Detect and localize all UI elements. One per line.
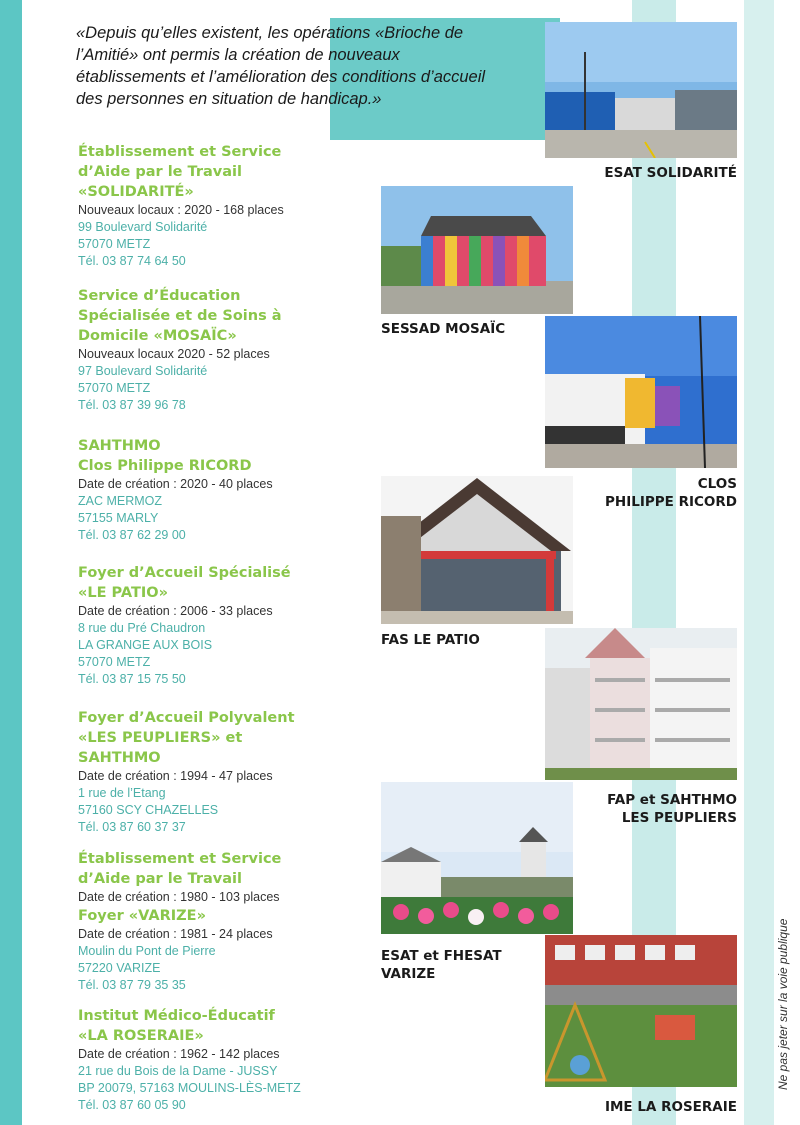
phone-line: Tél. 03 87 60 05 90 — [78, 1098, 186, 1112]
address-line: 8 rue du Pré Chaudron — [78, 621, 206, 635]
entry-address — [78, 493, 378, 544]
phone-line: Tél. 03 87 62 29 00 — [78, 528, 186, 542]
entry-details: Nouveaux locaux : 2020 - 168 places — [78, 203, 284, 217]
address-line: 57070 METZ — [78, 381, 151, 395]
title-line: «LE PATIO» — [78, 585, 168, 601]
title-line: Établissement et Service — [78, 144, 282, 160]
title-line: Établissement et Service — [78, 851, 282, 867]
title-line: Clos Philippe RICORD — [78, 458, 252, 474]
entry-details: Nouveaux locaux 2020 - 52 places — [78, 347, 270, 361]
address-line: 21 rue du Bois de la Dame - JUSSY — [78, 1064, 278, 1078]
title-line: Foyer «VARIZE» — [78, 908, 206, 924]
entry-details: Date de création : 1994 - 47 places — [78, 769, 273, 783]
entry-title-foyer — [78, 906, 378, 926]
caption-line: CLOS — [697, 476, 737, 492]
entry-details: Date de création : 2020 - 40 places — [78, 477, 273, 491]
entry-address — [78, 785, 378, 836]
entry-title — [78, 563, 378, 603]
address-line: 57155 MARLY — [78, 511, 159, 525]
title-line: «SOLIDARITÉ» — [78, 184, 194, 200]
intro-quote: «Depuis qu’elles existent, les opérations «Brioche de l’Amitié» ont permis la création de nouveaux établissements et l’amélioration des conditions d’accueil des personnes en situation de handicap.» — [76, 24, 486, 108]
photo-esat-varize — [381, 782, 573, 934]
phone-line: Tél. 03 87 74 64 50 — [78, 254, 186, 268]
photo-fap-peupliers — [545, 628, 737, 780]
entry-sessad-mosaic — [78, 286, 378, 414]
entry-address — [78, 620, 378, 688]
entry-details: Date de création : 1962 - 142 places — [78, 1047, 280, 1061]
address-line: Moulin du Pont de Pierre — [78, 944, 216, 958]
entry-details: Date de création : 2006 - 33 places — [78, 604, 273, 618]
address-line: 57070 METZ — [78, 655, 151, 669]
address-line: 57220 VARIZE — [78, 961, 161, 975]
phone-line: Tél. 03 87 60 37 37 — [78, 820, 186, 834]
entry-address — [78, 1063, 378, 1114]
entry-details: Date de création : 1980 - 103 places — [78, 890, 280, 904]
caption-ime-roseraie: IME LA ROSERAIE — [604, 1099, 737, 1115]
title-line: Foyer d’Accueil Spécialisé — [78, 565, 291, 581]
address-line: 57160 SCY CHAZELLES — [78, 803, 219, 817]
entry-ime-roseraie — [78, 1006, 378, 1114]
caption-esat-solidarite: ESAT SOLIDARITÉ — [604, 165, 737, 181]
phone-line: Tél. 03 87 39 96 78 — [78, 398, 186, 412]
title-line: Spécialisée et de Soins à — [78, 308, 282, 324]
entry-clos-ricord — [78, 436, 378, 544]
title-line: «LES PEUPLIERS» et — [78, 730, 243, 746]
title-line: «LA ROSERAIE» — [78, 1028, 204, 1044]
entry-fap-peupliers — [78, 708, 378, 836]
photo-clos-ricord — [545, 316, 737, 468]
address-line: 1 rue de l’Etang — [78, 786, 166, 800]
address-line: 99 Boulevard Solidarité — [78, 220, 208, 234]
title-line: d’Aide par le Travail — [78, 164, 242, 180]
address-line: LA GRANGE AUX BOIS — [78, 638, 213, 652]
entry-esat-varize — [78, 849, 378, 994]
entry-title — [78, 286, 378, 346]
entry-title — [78, 708, 378, 768]
phone-line: Tél. 03 87 79 35 35 — [78, 978, 186, 992]
photo-esat-solidarite — [545, 22, 737, 158]
entry-address — [78, 219, 378, 270]
entry-title — [78, 1006, 378, 1046]
address-line: 57070 METZ — [78, 237, 151, 251]
title-line: Domicile «MOSAÏC» — [78, 328, 237, 344]
caption-line: PHILIPPE RICORD — [605, 494, 737, 510]
title-line: Foyer d’Accueil Polyvalent — [78, 710, 295, 726]
entry-title — [78, 436, 378, 476]
title-line: Institut Médico-Éducatif — [78, 1008, 275, 1024]
entry-fas-patio — [78, 563, 378, 688]
entry-esat-solidarite — [78, 142, 378, 270]
entry-details: Date de création : 1981 - 24 places — [78, 927, 273, 941]
entry-title — [78, 849, 378, 889]
caption-line: FAP et SAHTHMO — [607, 792, 737, 808]
right-light-stripe-2 — [744, 0, 774, 1125]
photo-fas-patio — [381, 476, 573, 624]
caption-line: VARIZE — [381, 966, 436, 982]
left-teal-stripe — [0, 0, 22, 1125]
address-line: 97 Boulevard Solidarité — [78, 364, 208, 378]
title-line: SAHTHMO — [78, 438, 161, 454]
title-line: Service d’Éducation — [78, 288, 241, 304]
entry-address — [78, 943, 378, 994]
entry-title — [78, 142, 378, 202]
side-note-litter: Ne pas jeter sur la voie publique — [776, 918, 790, 1090]
caption-line: LES PEUPLIERS — [621, 810, 737, 826]
entry-address — [78, 363, 378, 414]
caption-sessad-mosaic: SESSAD MOSAÏC — [381, 321, 506, 337]
photo-ime-roseraie — [545, 935, 737, 1087]
address-line: ZAC MERMOZ — [78, 494, 163, 508]
address-line: BP 20079, 57163 MOULINS-LÈS-METZ — [78, 1081, 301, 1095]
caption-fas-patio: FAS LE PATIO — [381, 632, 480, 648]
title-line: d’Aide par le Travail — [78, 871, 242, 887]
title-line: SAHTHMO — [78, 750, 161, 766]
photo-sessad-mosaic — [381, 186, 573, 314]
phone-line: Tél. 03 87 15 75 50 — [78, 672, 186, 686]
caption-line: ESAT et FHESAT — [381, 948, 502, 964]
